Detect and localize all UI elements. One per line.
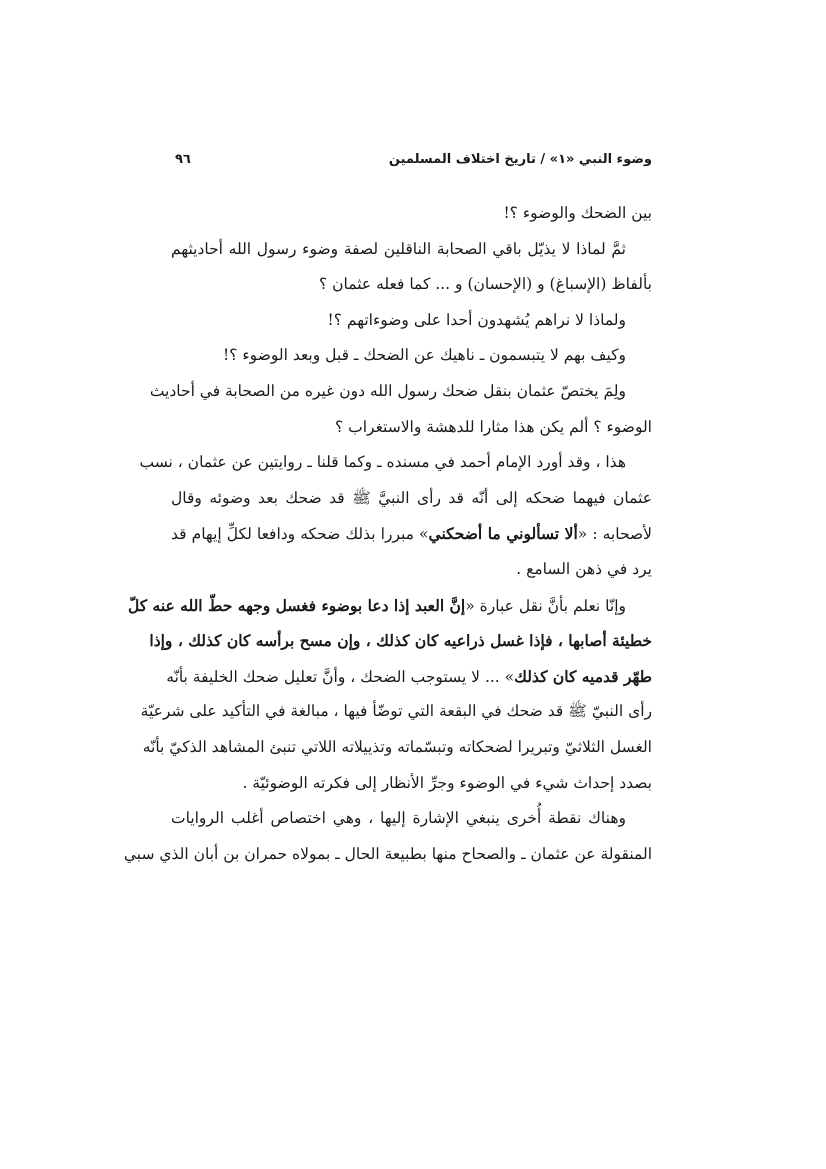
text-segment: رأى النبيّ ﷺ قد ضحك في البقعة التي توضّأ فيها ، مبالغة في التأكيد على شرعيّة	[140, 702, 652, 721]
text-segment: بألفاظ (الإسباغ) و (الإحسان) و ... كما فعله عثمان ؟	[319, 275, 652, 294]
text-line	[171, 303, 652, 339]
body-text	[123, 196, 652, 872]
text-line	[149, 374, 652, 410]
text-segment: وكيف بهم لا يتبسمون ـ ناهيك عن الضحك ـ قبل وبعد الوضوء ؟!	[223, 346, 626, 365]
text-segment: وإنّا نعلم بأنَّ نقل عبارة «	[465, 596, 626, 615]
page-number: ٩٦	[175, 152, 191, 167]
running-header	[175, 152, 652, 174]
text-line	[171, 267, 652, 303]
text-segment: بين الضحك والوضوء ؟!	[503, 204, 652, 222]
text-segment: ولماذا لا نراهم يُشهدون أحدا على وضوءاتهم ؟!	[327, 310, 626, 329]
text-segment: ثمَّ لماذا لا يذيّل باقي الصحابة الناقلين لصفة وضوء رسول الله أحاديثهم	[171, 239, 626, 258]
text-line	[140, 694, 652, 730]
text-segment: الوضوء ؟ ألم يكن هذا مثارا للدهشة والاستغراب ؟	[334, 417, 652, 436]
text-segment: » مبررا بذلك ضحكه ودافعا لكلِّ إيهام قد	[171, 525, 429, 544]
text-segment: وهناك نقطة أُخرى ينبغي الإشارة إليها ، وهي اختصاص أغلب الروايات	[171, 809, 626, 828]
text-segment: هذا ، وقد أورد الإمام أحمد في مسنده ـ وكما قلنا ـ روايتين عن عثمان ، نسب	[139, 453, 626, 472]
text-line	[166, 659, 652, 695]
text-segment: ولِمَ يختصّ عثمان بنقل ضحك رسول الله دون غيره من الصحابة في أحاديث	[149, 381, 626, 400]
text-segment: بصدد إحداث شيء في الوضوء وجرِّ الأنظار إلى فكرته الوضوئيّة .	[242, 773, 652, 792]
text-line	[171, 410, 652, 446]
text-line	[171, 338, 652, 374]
text-segment: » ... لا يستوجب الضحك ، وأنَّ تعليل ضحك الخليفة بأنّه	[166, 667, 515, 686]
text-line	[171, 481, 652, 517]
text-segment: عثمان فيهما ضحكه إلى أنّه قد رأى النبيَّ ﷺ قد ضحك بعد وضوئه وقال	[171, 488, 652, 507]
bold-segment: إنَّ العبد إذا دعا بوضوء فغسل وجهه حطّ الله عنه كلّ	[128, 595, 466, 615]
running-title: وضوء النبي «١» / تاريخ اختلاف المسلمين	[388, 152, 652, 167]
text-line	[128, 588, 652, 624]
text-line	[139, 445, 652, 481]
bold-segment: طهّر قدميه كان كذلك	[514, 666, 652, 686]
text-segment: الغسل الثلاثيّ وتبريرا لضحكاته وتبسّماته وتذييلاته اللاتي تنبئ المشاهد الذكيّ بأنّه	[142, 737, 652, 756]
text-line	[123, 837, 652, 873]
text-line	[171, 552, 652, 588]
text-segment: المنقولة عن عثمان ـ والصحاح منها بطبيعة الحال ـ بمولاه حمران بن أبان الذي سبي	[123, 844, 652, 863]
text-line	[171, 232, 652, 268]
bold-segment: خطيئة أصابها ، فإذا غسل ذراعيه كان كذلك ، وإن مسح برأسه كان كذلك ، وإذا	[149, 631, 652, 651]
text-line	[171, 801, 652, 837]
text-segment: يرد في ذهن السامع .	[516, 559, 652, 578]
text-segment: لأصحابه : «	[577, 525, 652, 544]
text-line	[171, 516, 652, 552]
text-line	[149, 623, 652, 659]
text-line	[171, 766, 652, 802]
bold-segment: ألا تسألوني ما أضحكني	[428, 524, 578, 544]
text-line	[171, 196, 652, 232]
text-line	[142, 730, 652, 766]
